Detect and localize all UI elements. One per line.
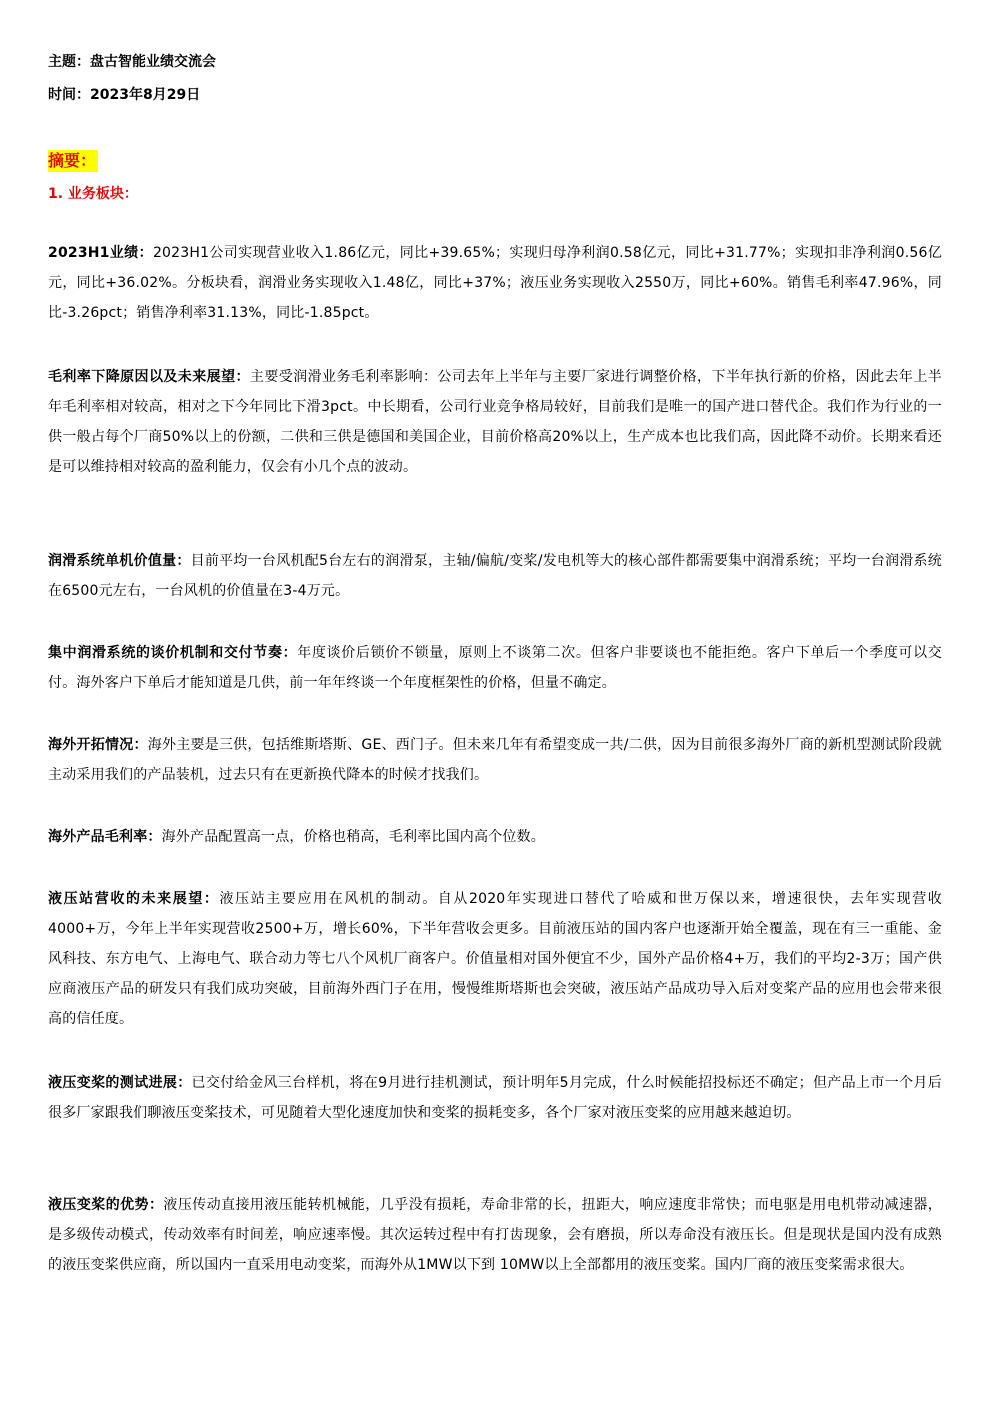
paragraph-lead: 集中润滑系统的谈价机制和交付节奏： [48, 645, 298, 661]
paragraph-overseas-expansion [48, 730, 942, 790]
paragraph-lead: 液压变桨的测试进展： [48, 1075, 192, 1091]
paragraph-body: 液压传动直接用液压能转机械能，几乎没有损耗，寿命非常的长，扭距大，响应速度非常快；而电驱是用电机带动减速器，是多级传动模式，传动效率有时间差，响应速率慢。其次运转过程中有打齿现象，会有磨损，所以寿命没有液压长。但是现状是国内没有成熟的液压变桨供应商，所以国内一直采用电动变桨，而海外从1MW以下到 10MW以上全部都用的液压变桨。国内厂商的液压变桨需求很大。 [48, 1197, 942, 1273]
paragraph-lubrication-value [48, 546, 942, 606]
paragraph-body: 目前平均一台风机配5台左右的润滑泵，主轴/偏航/变桨/发电机等大的核心部件都需要集中润滑系统；平均一台润滑系统在6500元左右，一台风机的价值量在3-4万元。 [48, 553, 943, 599]
paragraph-body: 海外主要是三供，包括维斯塔斯、GE、西门子。但未来几年有希望变成一共/二供，因为目前很多海外厂商的新机型测试阶段就主动采用我们的产品装机，过去只有在更新换代降本的时候才找我们。 [48, 737, 942, 783]
paragraph-overseas-margin [48, 822, 942, 852]
section-title: 1. 业务板块： [48, 186, 138, 202]
paragraph-pricing-mechanism [48, 638, 942, 698]
paragraph-hydraulic-station [48, 884, 942, 1034]
abstract-label: 摘要： [48, 151, 97, 170]
paragraph-body: 主要受润滑业务毛利率影响：公司去年上半年与主要厂家进行调整价格，下半年执行新的价格，因此去年上半年毛利率相对较高，相对之下今年同比下滑3pct。中长期看，公司行业竞争格局较好，目前我们是唯一的国产进口替代企。我们作为行业的一供一般占每个厂商50%以上的份额，二供和三供是德国和美国企业，目前价格高20%以上，生产成本也比我们高，因此降不动价。长期来看还是可以维持相对较高的盈利能力，仅会有小几个点的波动。 [48, 369, 942, 475]
paragraph-hydraulic-pitch-test [48, 1068, 942, 1128]
paragraph-lead: 海外产品毛利率： [48, 829, 162, 845]
paragraph-lead: 液压变桨的优势： [48, 1197, 164, 1213]
paragraph-hydraulic-pitch-advantage [48, 1190, 942, 1280]
paragraph-lead: 毛利率下降原因以及未来展望： [48, 369, 250, 385]
paragraph-lead: 润滑系统单机价值量： [48, 553, 191, 569]
paragraph-lead: 2023H1业绩： [48, 245, 153, 261]
paragraph-lead: 海外开拓情况： [48, 737, 148, 753]
paragraph-lead: 液压站营收的未来展望： [48, 891, 220, 907]
meeting-topic: 主题：盘古智能业绩交流会 [48, 54, 216, 70]
meeting-time: 时间：2023年8月29日 [48, 87, 201, 103]
paragraph-body: 2023H1公司实现营业收入1.86亿元，同比+39.65%；实现归母净利润0.58亿元，同比+31.77%；实现扣非净利润0.56亿元，同比+36.02%。分板块看，润滑业务实现收入1.48亿，同比+37%；液压业务实现收入2550万，同比+60%。销售毛利率47.96%，同比-3.26pct；销售净利率31.13%，同比-1.85pct。 [48, 245, 942, 321]
paragraph-gross-margin [48, 362, 942, 482]
paragraph-h1-results [48, 238, 942, 328]
paragraph-body: 已交付给金风三台样机，将在9月进行挂机测试，预计明年5月完成，什么时候能招投标还不确定；但产品上市一个月后很多厂家跟我们聊液压变桨技术，可见随着大型化速度加快和变桨的损耗变多，各个厂家对液压变桨的应用越来越迫切。 [48, 1075, 942, 1121]
paragraph-body: 年度谈价后锁价不锁量，原则上不谈第二次。但客户非要谈也不能拒绝。客户下单后一个季度可以交付。海外客户下单后才能知道是几供，前一年年终谈一个年度框架性的价格，但量不确定。 [48, 645, 942, 691]
paragraph-body: 液压站主要应用在风机的制动。自从2020年实现进口替代了哈威和世万保以来，增速很快，去年实现营收4000+万，今年上半年实现营收2500+万，增长60%，下半年营收会更多。目前液压站的国内客户也逐渐开始全覆盖，现在有三一重能、金风科技、东方电气、上海电气、联合动力等七八个风机厂商客户。价值量相对国外便宜不少，国外产品价格4+万，我们的平均2-3万；国产供应商液压产品的研发只有我们成功突破，目前海外西门子在用，慢慢维斯塔斯也会突破，液压站产品成功导入后对变桨产品的应用也会带来很高的信任度。 [48, 891, 942, 1027]
paragraph-body: 海外产品配置高一点，价格也稍高，毛利率比国内高个位数。 [161, 829, 546, 845]
